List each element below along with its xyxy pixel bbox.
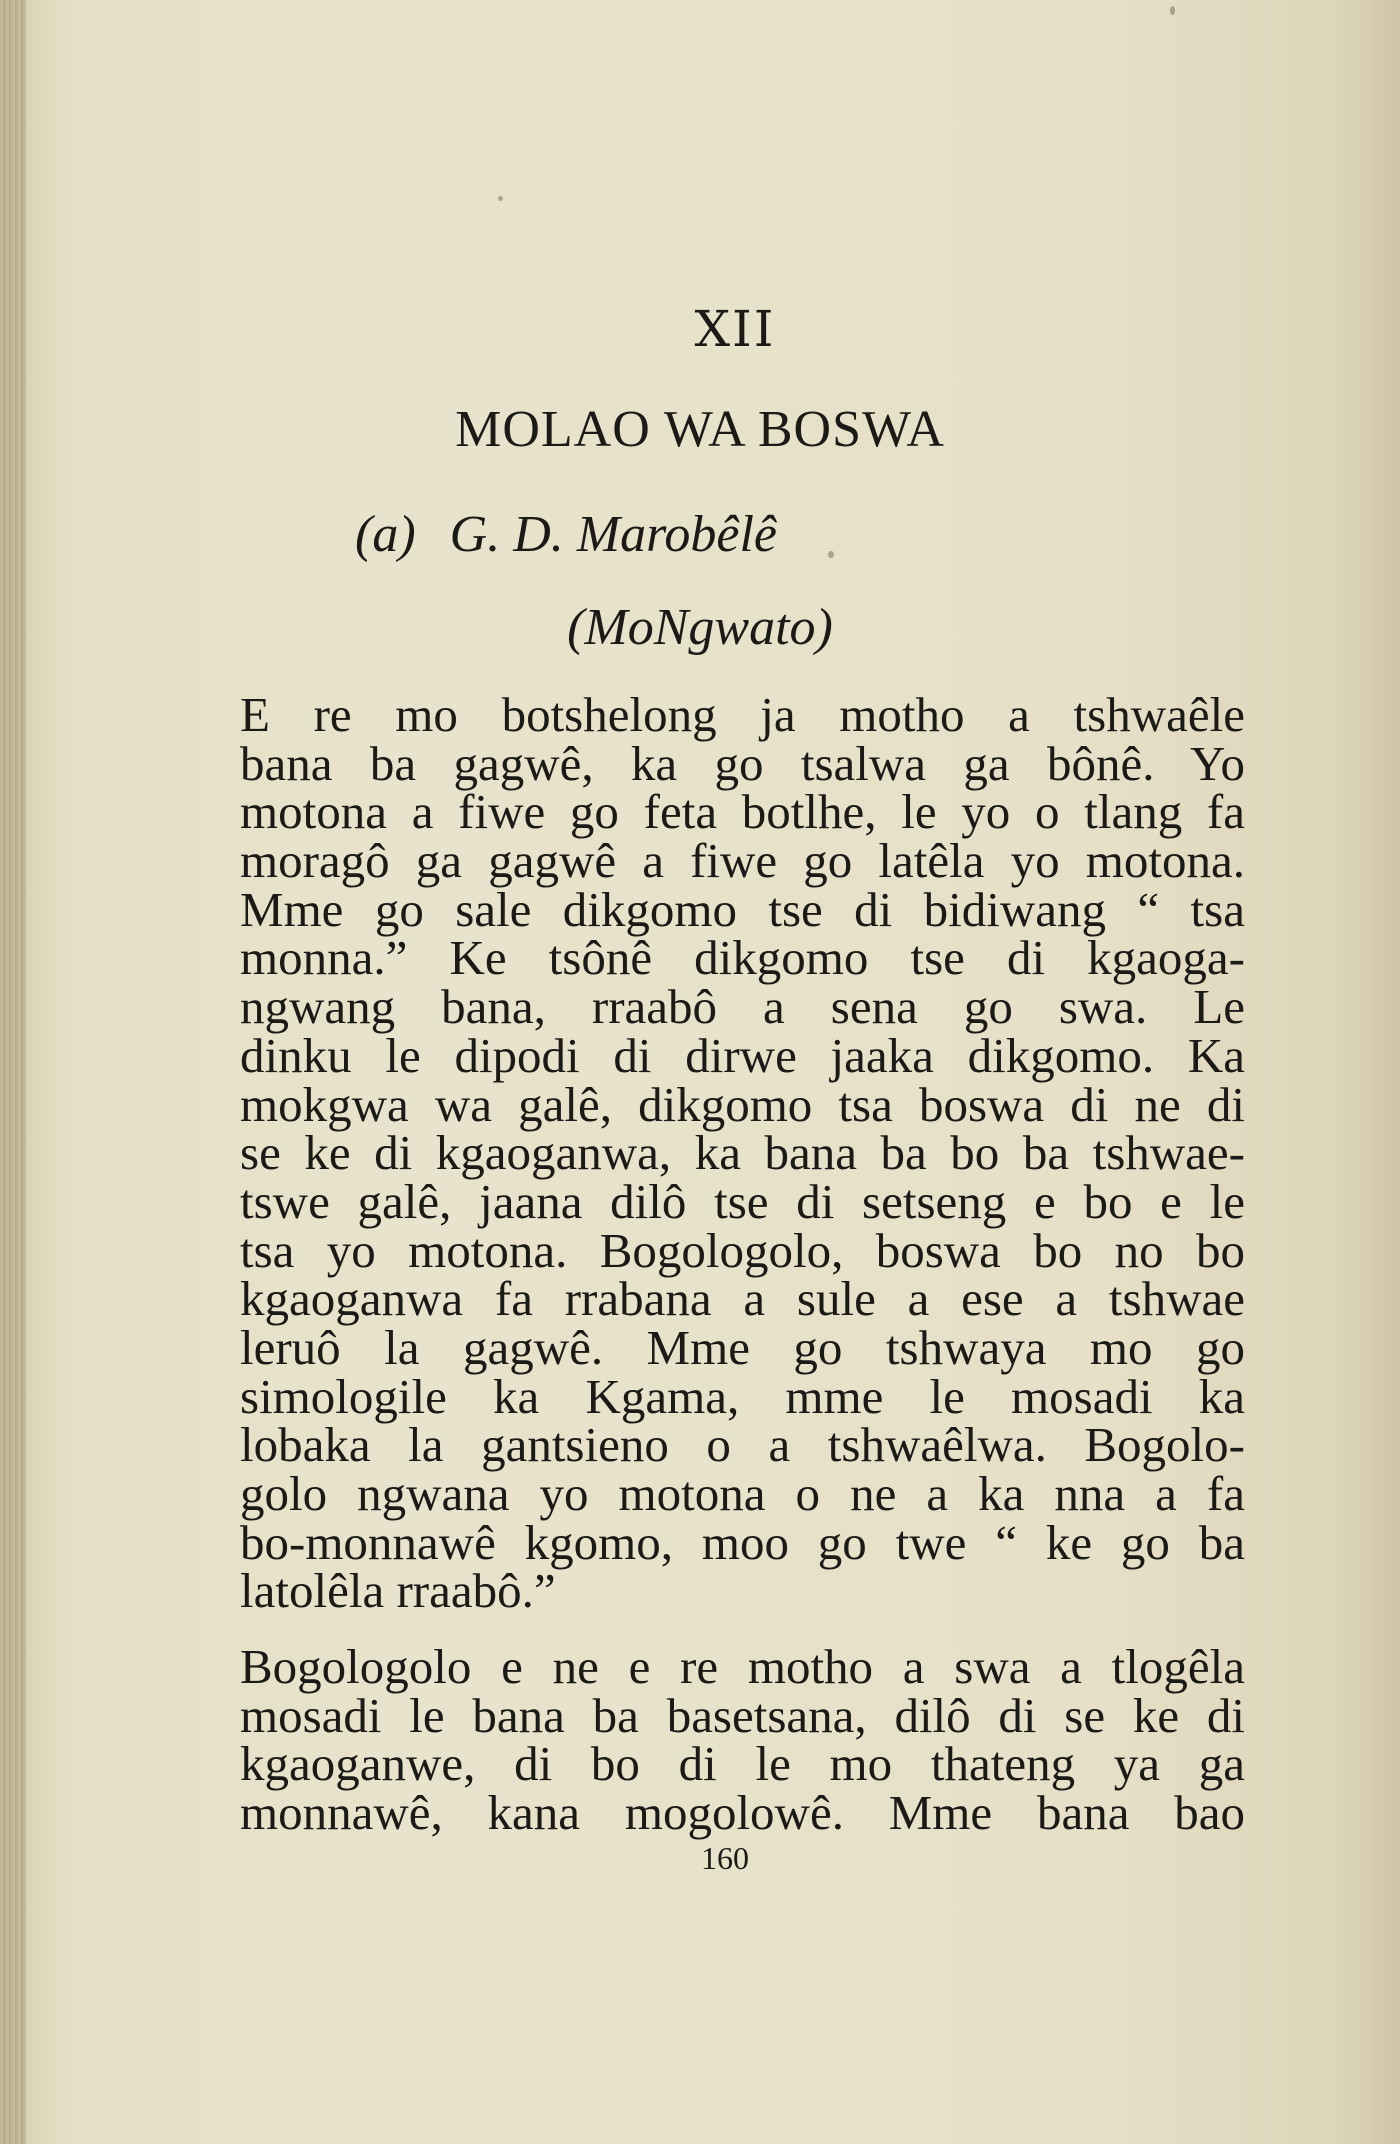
chapter-title: MOLAO WA BOSWA [455, 401, 945, 458]
tribe-name: (MoNgwato) [567, 599, 833, 656]
text-line: monna.” Ke tsônê dikgomo tse di kgaoga- [240, 930, 1245, 986]
text-line: latolêla rraabô.” [240, 1563, 556, 1619]
text-line: leruô la gagwê. Mme go tshwaya mo go [240, 1319, 1245, 1375]
paper-speck [1170, 6, 1175, 15]
paper-speck [828, 551, 834, 558]
paper-speck [498, 196, 503, 201]
text-line: bo-monnawê kgomo, moo go twe “ ke go ba [240, 1514, 1245, 1570]
text-line: golo ngwana yo motona o ne a ka nna a fa [240, 1466, 1245, 1521]
text-line: moragô ga gagwê a fiwe go latêla yo motona. [240, 833, 1245, 889]
text-line: E re mo botshelong ja motho a tshwaêle [240, 687, 1245, 742]
page-number: 160 [701, 1840, 749, 1876]
text-line: bana ba gagwê, ka go tsalwa ga bônê. Yo [240, 735, 1245, 791]
text-line: mokgwa wa galê, dikgomo tsa boswa di ne di [240, 1076, 1245, 1132]
text-line: se ke di kgaoganwa, ka bana ba bo ba tshwae- [240, 1125, 1245, 1181]
paragraph-2 [240, 1639, 1245, 1841]
section-label: (a) [355, 506, 416, 563]
text-line: dinku le dipodi di dirwe jaaka dikgomo. Ka [240, 1027, 1245, 1083]
text-line: Mme go sale dikgomo tse di bidiwang “ tsa [240, 881, 1245, 937]
text-line: simologile ka Kgama, mme le mosadi ka [240, 1368, 1245, 1424]
paragraph-1 [240, 687, 1245, 1619]
text-line: tsa yo motona. Bogologolo, boswa bo no bo [240, 1222, 1245, 1278]
text-line: tswe galê, jaana dilô tse di setseng e bo e le [240, 1173, 1245, 1229]
text-line: Bogologolo e ne e re motho a swa a tlogêla [240, 1639, 1245, 1694]
text-line: kgaoganwe, di bo di le mo thateng ya ga [240, 1736, 1245, 1792]
text-line: monnawê, kana mogolowê. Mme bana bao [240, 1785, 1245, 1841]
text-line: lobaka la gantsieno o a tshwaêlwa. Bogolo- [240, 1417, 1245, 1473]
text-line: ngwang bana, rraabô a sena go swa. Le [240, 979, 1245, 1035]
author-name: G. D. Marobêlê [449, 506, 777, 563]
text-line: kgaoganwa fa rrabana a sule a ese a tshwae [240, 1271, 1245, 1327]
chapter-number: XII [694, 300, 776, 358]
text-line: mosadi le bana ba basetsana, dilô di se ke di [240, 1687, 1245, 1743]
chapter-subtitle [355, 505, 777, 564]
text-line: motona a fiwe go feta botlhe, le yo o tlang fa [240, 784, 1245, 840]
